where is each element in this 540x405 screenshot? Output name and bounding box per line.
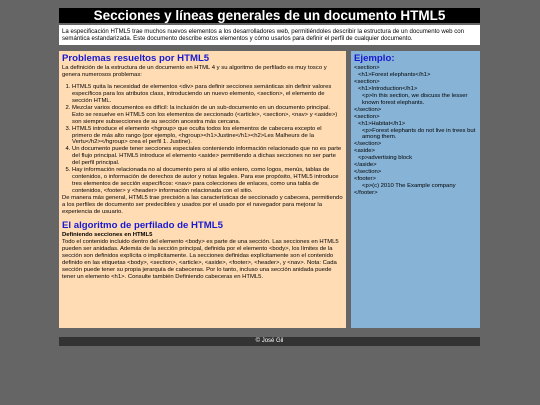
code-line: <p>In this section, we discuss the lesser known forest elephants. bbox=[362, 93, 468, 106]
code-line: <aside> bbox=[354, 148, 375, 155]
code-line: <p>advertising block bbox=[358, 155, 413, 162]
list-item: 2. Mezclar varios documentos es difícil: la inclusión de un sub-documento en un documento principal. Esto se resuelve en HTML5 con los elementos de seccionado (<article>, <section>, <nav> y <aside>) son siempre subsecciones de su sección ancestra más cercana. bbox=[72, 105, 343, 126]
page-footer: © José Gil bbox=[59, 337, 480, 346]
code-line: <h1>Introduction</h1> bbox=[358, 86, 418, 93]
code-line: </footer> bbox=[354, 189, 378, 196]
intro-text: La especificación HTML5 trae muchos nuevos elementos a los desarrolladores web, permitiéndoles describir la estructura de un documento web con semántica estandarizada. Este documento describe estos elementos y cómo usarlos para definir el perfil de cualquier documento. bbox=[59, 25, 480, 45]
example-code bbox=[354, 65, 477, 196]
code-line: </section> bbox=[354, 141, 382, 148]
algorithm-text: Todo el contenido incluido dentro del elemento <body> es parte de una sección. Las secciones en HTML5 pueden ser anidadas. Además de la sección principal, definida por el elemento <body>, los límites de la sección son definidos explícita o implícitamente. La secciones definidas explícitamente son el contenido definido en las etiquetas <body>, <section>, <article>, <aside>, <footer>, <header>, y <nav>. Nota: Cada sección puede tener su propia jerarquía de cabeceras. Por lo tanto, incluso una sección anidada puede tener un elemento <h1>. Consulte también Definiendo cabeceras en HTML5. bbox=[62, 239, 339, 280]
list-item: 1. HTML5 quita la necesidad de elementos <div> para definir secciones semánticas sin definir valores específicos para los atributos class, introduciendo un nuevo elemento, <section>, el elemento de sección HTML. bbox=[72, 84, 343, 105]
code-line: </section> bbox=[354, 169, 382, 175]
problems-outro: De manera más general, HTML5 trae precisión a las características de seccionado y cabecera, permitiendo a los perfiles de documento ser predecibles y usados por el usado por el navegador para mejorar la experiencia de usuario. bbox=[62, 194, 343, 215]
code-line: <footer> bbox=[354, 175, 376, 182]
algorithm-heading: El algoritmo de perfilado de HTML5 bbox=[62, 220, 223, 232]
list-item: 3. HTML5 introduce el elemento <hgroup> que oculta todos los elementos de cabecera excepto el primero de más alto rango (por ejemplo, <hgroup><h1>Justine</h1><h2>Les Malheurs de la Vertu</h2></hgroup> crea el perfil 1. Justine). bbox=[72, 126, 343, 147]
list-item: 5. Hay información relacionada no al documento pero si al sitio entero, como logos, menús, tablas de contenidos, o información de derechos de autor y notas legales. Para ese propósito, HTML5 introduce tres elementos de sección específicos: <nav> para colecciones de enlaces, como una tabla de contenidos, <footer> y <header> información relacionada con el sitio. bbox=[72, 167, 343, 195]
code-line: <p>Forest elephants do not live in trees but among them. bbox=[362, 127, 476, 141]
problems-intro: La definición de la estructura de un documento en HTML 4 y su algoritmo de perfilado es muy tosco y genera numerosos problemas: bbox=[62, 65, 327, 79]
page-title: Secciones y líneas generales de un documento HTML5 bbox=[59, 8, 480, 23]
example-heading: Ejemplo: bbox=[354, 53, 395, 65]
code-line: <section> bbox=[354, 65, 380, 72]
code-line: <h1>Forest elephants</h1> bbox=[358, 72, 431, 79]
example-column bbox=[351, 51, 480, 328]
code-line: <section> bbox=[354, 79, 380, 86]
problems-heading: Problemas resueltos por HTML5 bbox=[62, 53, 210, 65]
main-column bbox=[59, 51, 346, 328]
problems-list bbox=[62, 84, 343, 195]
code-line: <p>(c) 2010 The Example company bbox=[362, 182, 456, 189]
list-item: 4. Un documento puede tener secciones especiales conteniendo información relacionado que no es parte del flujo principal. HTML5 introduce el elemento <aside> permitiendo a dichas secciones no ser parte del perfil principal. bbox=[72, 146, 343, 167]
code-line: <section> bbox=[354, 113, 380, 120]
code-line: <h1>Habitat</h1> bbox=[358, 120, 406, 127]
algorithm-subheading: Definiendo secciones en HTML5 bbox=[62, 232, 153, 239]
code-line: </aside> bbox=[354, 162, 377, 169]
code-line: </section> bbox=[354, 106, 382, 113]
